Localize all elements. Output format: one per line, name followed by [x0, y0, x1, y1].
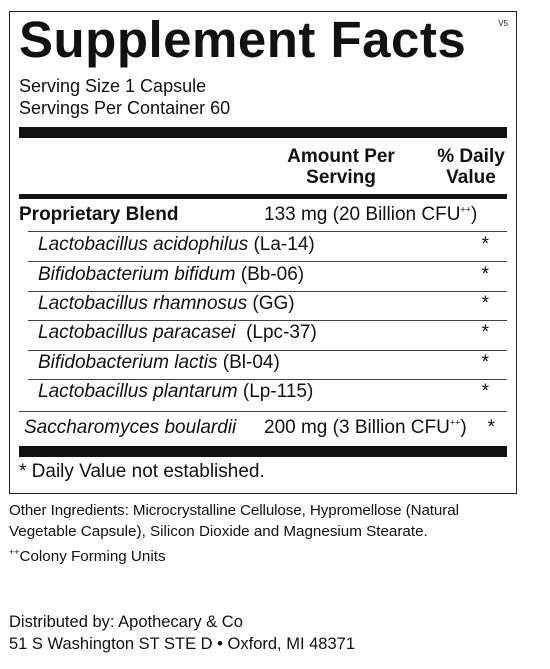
supplement-facts-panel [9, 11, 517, 494]
amount-per-serving-header [286, 146, 396, 188]
strain-row [19, 322, 507, 344]
cfu-note-text: Colony Forming Units [19, 548, 166, 566]
daily-value-footnote: * Daily Value not established. [19, 461, 265, 482]
row-divider [28, 291, 507, 292]
strain-code: (La-14) [248, 234, 315, 255]
strain-name: Lactobacillus paracasei [38, 322, 236, 343]
saccharomyces-amount-sup: ++ [449, 417, 461, 428]
strain-dv: * [481, 293, 489, 314]
other-ingredients-line2: Vegetable Capsule), Silicon Dioxide and Magnesium Stearate. [9, 523, 428, 540]
cfu-note [9, 542, 166, 567]
row-divider [28, 231, 507, 232]
thick-divider-bottom [19, 446, 507, 457]
strain-row [19, 293, 507, 315]
blend-amount-sup: ++ [460, 204, 471, 215]
blend-row [19, 204, 507, 226]
dv-header-line1: % Daily [437, 146, 505, 167]
distributor-address: 51 S Washington ST STE D • Oxford, MI 48371 [9, 635, 356, 653]
blend-name: Proprietary Blend [19, 204, 179, 225]
strain-row [19, 234, 507, 256]
dv-header-line2: Value [446, 167, 496, 188]
strain-row [19, 381, 507, 403]
saccharomyces-amount-text: 200 mg (3 Billion CFU [264, 417, 450, 438]
servings-per-container: Servings Per Container 60 [19, 98, 231, 118]
strain-code: (Lpc-37) [235, 322, 317, 343]
row-divider [28, 261, 507, 262]
strain-name: Bifidobacterium lactis [38, 352, 218, 373]
strain-name: Lactobacillus acidophilus [38, 234, 249, 255]
distributor-name: Distributed by: Apothecary & Co [9, 613, 243, 631]
strain-code: (Lp-115) [237, 381, 314, 402]
amount-header-line1: Amount Per [287, 146, 395, 167]
strain-dv: * [481, 322, 489, 343]
strain-code: (Bb-06) [235, 264, 305, 285]
panel-title: Supplement Facts [19, 11, 467, 68]
saccharomyces-amount-close: ) [460, 417, 467, 438]
other-ingredients-line1: Other Ingredients: Microcrystalline Cellulose, Hypromellose (Natural [9, 502, 459, 519]
strain-dv: * [481, 264, 489, 285]
blend-amount [264, 204, 477, 226]
thick-divider [19, 127, 507, 138]
saccharomyces-amount [264, 417, 467, 439]
medium-divider [19, 194, 507, 199]
row-divider [28, 350, 507, 351]
daily-value-header [430, 146, 512, 188]
strain-name: Lactobacillus rhamnosus [38, 293, 248, 314]
strain-name: Bifidobacterium bifidum [38, 264, 236, 285]
row-divider [28, 379, 507, 380]
strain-name: Lactobacillus plantarum [38, 381, 238, 402]
amount-header-line2: Serving [306, 167, 376, 188]
blend-amount-close: ) [470, 204, 478, 225]
version-label: V5 [498, 19, 508, 28]
strain-dv: * [481, 352, 489, 373]
row-divider [28, 320, 507, 321]
cfu-note-sup: ++ [9, 547, 20, 557]
blend-amount-text: 133 mg (20 Billion CFU [264, 204, 461, 225]
serving-size: Serving Size 1 Capsule [19, 76, 207, 96]
strain-code: (Bl-04) [217, 352, 280, 373]
strain-row [19, 264, 507, 286]
saccharomyces-dv: * [487, 417, 495, 438]
saccharomyces-row [19, 417, 507, 439]
strain-dv: * [481, 381, 489, 402]
strain-dv: * [481, 234, 489, 255]
saccharomyces-name: Saccharomyces boulardii [24, 417, 237, 438]
strain-code: (GG) [247, 293, 295, 314]
row-divider [19, 411, 507, 412]
strain-row [19, 352, 507, 374]
